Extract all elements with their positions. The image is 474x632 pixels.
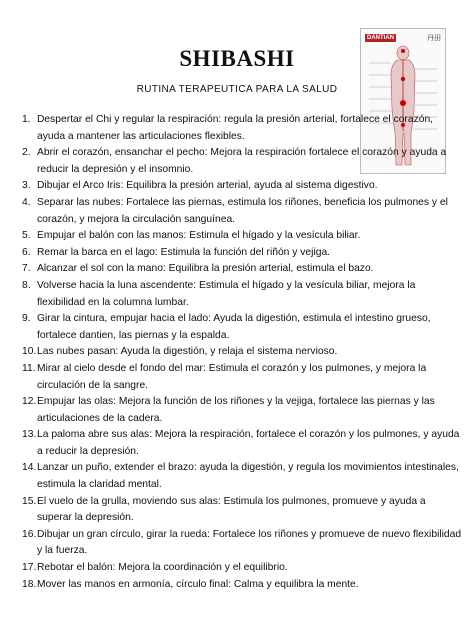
exercise-item: [22, 278, 462, 311]
exercise-description: Rebotar el balón: Mejora la coordinación y el equilibrio.: [37, 562, 288, 574]
exercise-number: 11.: [22, 362, 36, 374]
exercise-description: Las nubes pasan: Ayuda la digestión, y relaja el sistema nervioso.: [37, 346, 338, 358]
exercise-item: [22, 311, 462, 344]
exercise-number: 13.: [22, 429, 37, 441]
exercise-item: [22, 527, 462, 560]
exercise-description: Mover las manos en armonía, círculo final: Calma y equilibra la mente.: [37, 578, 359, 590]
exercise-item: [22, 261, 462, 278]
exercise-description: Volverse hacia la luna ascendente: Estimula el hígado y la vesícula biliar, mejora la flexibilidad en la columna lumbar.: [37, 279, 416, 308]
exercise-item: [22, 494, 462, 527]
diagram-chinese-label: 丹田: [427, 33, 441, 42]
exercise-item: [22, 361, 462, 394]
exercise-item: [22, 394, 462, 427]
exercise-description: Empujar las olas: Mejora la función de los riñones y la vejiga, fortalece las piernas y las articulaciones de la cadera.: [37, 396, 435, 424]
exercise-item: [22, 460, 462, 493]
exercise-item: [22, 112, 462, 145]
exercise-description: Mirar al cielo desde el fondo del mar: Estimula el corazón y los pulmones, y mejora la circulación de la sangre.: [37, 362, 427, 391]
document-title: SHIBASHI: [179, 46, 295, 71]
exercise-item: [22, 228, 462, 245]
exercise-number: 8.: [22, 279, 31, 291]
exercise-description: Empujar el balón con las manos: Estimula el hígado y la vesícula biliar.: [37, 230, 361, 242]
exercise-item: [22, 427, 462, 460]
exercise-number: 3.: [22, 180, 31, 192]
exercise-number: 14.: [22, 462, 37, 474]
exercise-item: [22, 195, 462, 228]
exercise-description: Alcanzar el sol con la mano: Equilibra la presión arterial, estimula el bazo.: [37, 263, 374, 275]
exercise-description: Despertar el Chi y regular la respiración: regula la presión arterial, fortalece el corazón, ayuda a mantener las articulaciones flexibles.: [37, 114, 434, 142]
exercise-description: Lanzar un puño, extender el brazo: ayuda la digestión, y regula los movimientos intestinales, estimula la claridad mental.: [37, 462, 459, 491]
exercise-item: [22, 344, 462, 361]
exercise-number: 4.: [22, 196, 31, 208]
exercise-number: 6.: [22, 246, 31, 258]
exercise-number: 12.: [22, 396, 37, 408]
exercise-number: 18.: [22, 578, 37, 590]
exercise-item: [22, 178, 462, 195]
exercise-number: 10.: [22, 346, 37, 358]
exercise-item: [22, 577, 462, 594]
exercise-item: [22, 560, 462, 577]
exercise-number: 1.: [22, 114, 31, 125]
exercise-number: 9.: [22, 313, 31, 325]
exercise-description: Abrir el corazón, ensanchar el pecho: Mejora la respiración fortalece el corazón y ayuda a reducir la depresión y el insomnio.: [37, 147, 447, 175]
exercise-description: Separar las nubes: Fortalece las piernas, estimula los riñones, beneficia los pulmones y el corazón, y mejora la circulación sanguínea.: [37, 196, 448, 225]
exercise-number: 7.: [22, 263, 31, 275]
diagram-label: DANTIAN: [367, 34, 394, 41]
document-subtitle: RUTINA TERAPEUTICA PARA LA SALUD: [136, 84, 338, 95]
exercise-number: 17.: [22, 562, 37, 574]
exercise-description: Girar la cintura, empujar hacia el lado: Ayuda la digestión, estimula el intestino grueso, fortalece dantien, las piernas y la espalda.: [37, 313, 431, 341]
exercise-item: [22, 145, 462, 178]
exercise-number: 2.: [22, 147, 31, 159]
exercise-description: Remar la barca en el lago: Estimula la función del riñón y vejiga.: [37, 246, 331, 258]
exercise-description: Dibujar el Arco Iris: Equilibra la presión arterial, ayuda al sistema digestivo.: [37, 180, 378, 192]
exercise-number: 16.: [22, 528, 37, 540]
exercise-description: El vuelo de la grulla, moviendo sus alas: Estimula los pulmones, promueve y ayuda a superar la depresión.: [37, 495, 426, 524]
exercise-description: Dibujar un gran círculo, girar la rueda: Fortalece los riñones y promueve de nuevo flexibilidad y la fuerza.: [37, 528, 462, 557]
exercise-number: 5.: [22, 230, 31, 242]
exercise-list: [22, 112, 462, 593]
exercise-item: [22, 245, 462, 262]
exercise-number: 15.: [22, 495, 37, 507]
exercise-description: La paloma abre sus alas: Mejora la respiración, fortalece el corazón y los pulmones, y ayuda a reducir la depresión.: [37, 429, 460, 457]
